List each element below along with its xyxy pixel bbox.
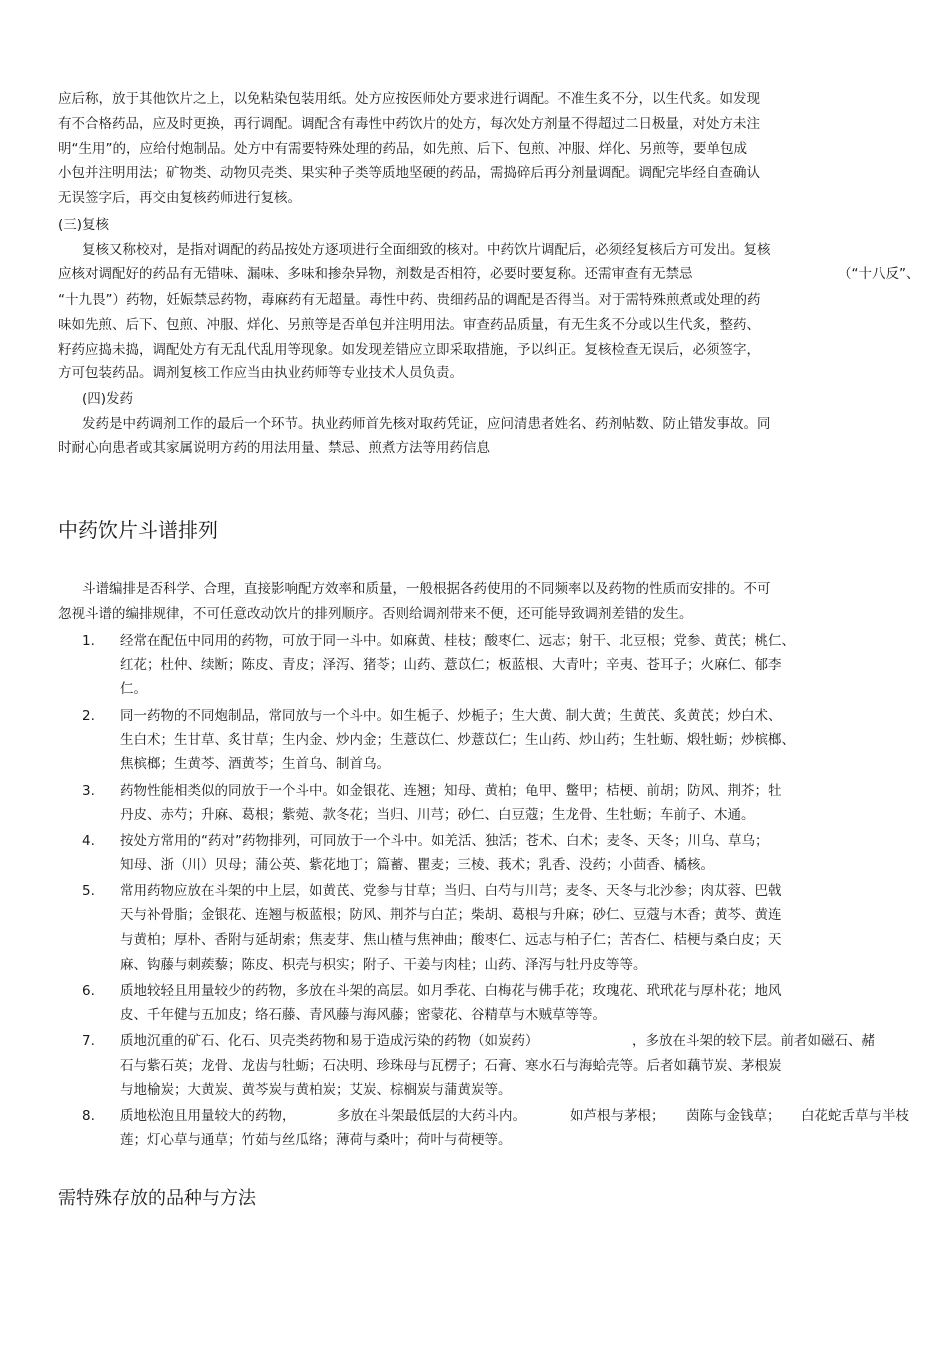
text-line: 复核又称校对，是指对调配的药品按处方逐项进行全面细致的核对。中药饮片调配后，必须经复核后方可发出。复核: [82, 242, 771, 258]
text-line: 麻、钩藤与刺蒺藜；陈皮、枳壳与枳实；附子、干姜与肉桂；山药、泽泻与牡丹皮等等。: [120, 957, 647, 973]
section-title: 需特殊存放的品种与方法: [58, 1188, 256, 1209]
text-line: 皮、千年健与五加皮；络石藤、青风藤与海风藤；密蒙花、谷精草与木贼草等等。: [120, 1007, 606, 1023]
text-line: 质地沉重的矿石、化石、贝壳类药物和易于造成污染的药物（如炭药）: [120, 1033, 539, 1049]
text-line: 经常在配伍中同用的药物，可放于同一斗中。如麻黄、桂枝；酸枣仁、远志；射干、北豆根；党参、黄芪；桃仁、: [120, 633, 795, 649]
section-title: 中药饮片斗谱排列: [58, 518, 218, 542]
text-line: 应后称，放于其他饮片之上，以免粘染包装用纸。处方应按医师处方要求进行调配。不准生炙不分，以生代炙。如发现: [58, 91, 760, 107]
list-item-number: 7.: [82, 1033, 95, 1049]
text-line: 方可包装药品。调剂复核工作应当由执业药师等专业技术人员负责。: [58, 365, 463, 381]
text-line: 白花蛇舌草与半枝: [801, 1108, 909, 1124]
text-line: 与地榆炭；大黄炭、黄芩炭与黄柏炭；艾炭、棕榈炭与蒲黄炭等。: [120, 1082, 512, 1098]
text-line: 质地较轻且用量较少的药物，多放在斗架的高层。如月季花、白梅花与佛手花；玫瑰花、玳玳花与厚朴花；地风: [120, 983, 782, 999]
list-item-number: 1.: [82, 633, 95, 649]
text-line: 石与紫石英；龙骨、龙齿与牡蛎；石决明、珍珠母与瓦楞子；石膏、寒水石与海蛤壳等。后者如藕节炭、茅根炭: [120, 1058, 782, 1074]
text-line: 明“生用”的，应给付炮制品。处方中有需要特殊处理的药品，如先煎、后下、包煎、冲服、烊化、另煎等，要单包成: [58, 141, 747, 157]
text-line: 药物性能相类似的同放于一个斗中。如金银花、连翘；知母、黄柏；龟甲、鳖甲；桔梗、前胡；防风、荆芥；牡: [120, 783, 782, 799]
text-line: 与黄柏；厚朴、香附与延胡索；焦麦芽、焦山楂与焦神曲；酸枣仁、远志与柏子仁；苦杏仁、桔梗与桑白皮；天: [120, 932, 782, 948]
text-line: 多放在斗架最低层的大药斗内。: [337, 1108, 526, 1124]
text-line: 质地松泡且用量较大的药物，: [120, 1108, 296, 1124]
subsection-heading: (四)发药: [82, 391, 134, 407]
text-line: 莲；灯心草与通草；竹茹与丝瓜络；薄荷与桑叶；荷叶与荷梗等。: [120, 1132, 512, 1148]
text-line: 味如先煎、后下、包煎、冲服、烊化、另煎等是否单包并注明用法。审查药品质量，有无生炙不分或以生代炙，整药、: [58, 317, 760, 333]
subsection-heading: (三)复核: [58, 217, 110, 233]
text-line: 茵陈与金钱草；: [686, 1108, 781, 1124]
text-line: 天与补骨脂；金银花、连翘与板蓝根；防风、荆芥与白芷；柴胡、葛根与升麻；砂仁、豆蔻与木香；黄芩、黄连: [120, 907, 782, 923]
text-line: 无误签字后，再交由复核药师进行复核。: [58, 190, 301, 206]
text-line: ，多放在斗架的较下层。前者如磁石、赭: [632, 1033, 875, 1049]
text-line: 丹皮、赤芍；升麻、葛根；紫菀、款冬花；当归、川芎；砂仁、白豆蔻；生龙骨、生牡蛎；车前子、木通。: [120, 807, 755, 823]
text-line: 焦槟榔；生黄芩、酒黄芩；生首乌、制首乌。: [120, 756, 390, 772]
list-item-number: 3.: [82, 783, 95, 799]
text-line: “十九畏”）药物，妊娠禁忌药物，毒麻药有无超量。毒性中药、贵细药品的调配是否得当。对于需特殊煎煮或处理的药: [58, 292, 761, 308]
list-item-number: 6.: [82, 983, 95, 999]
text-line: 忽视斗谱的编排规律，不可任意改动饮片的排列顺序。否则给调剂带来不便，还可能导致调剂差错的发生。: [58, 606, 693, 622]
text-line: 发药是中药调剂工作的最后一个环节。执业药师首先核对取药凭证，应问清患者姓名、药剂帖数、防止错发事故。同: [82, 416, 771, 432]
text-line: 时耐心向患者或其家属说明方药的用法用量、禁忌、煎煮方法等用药信息: [58, 440, 490, 456]
list-item-number: 2.: [82, 708, 95, 724]
list-item-number: 8.: [82, 1108, 95, 1124]
list-item-number: 4.: [82, 833, 95, 849]
text-line: 应核对调配好的药品有无错味、漏味、多味和掺杂异物，剂数是否相符，必要时要复称。还需审查有无禁忌: [58, 266, 693, 282]
text-line: 生白术；生甘草、炙甘草；生内金、炒内金；生薏苡仁、炒薏苡仁；生山药、炒山药；生牡蛎、煅牡蛎；炒槟榔、: [120, 732, 795, 748]
text-line: 按处方常用的“药对”药物排列，可同放于一个斗中。如羌活、独活；苍术、白术；麦冬、天冬；川乌、草乌；: [120, 833, 769, 849]
text-line: （“十八反”、: [838, 266, 920, 282]
text-line: 仁。: [120, 681, 147, 697]
text-line: 知母、浙（川）贝母；蒲公英、紫花地丁；篇蓄、瞿麦；三棱、莪术；乳香、没药；小茴香、橘核。: [120, 857, 714, 873]
text-line: 小包并注明用法；矿物类、动物贝壳类、果实种子类等质地坚硬的药品，需捣碎后再分剂量调配。调配完毕经自查确认: [58, 165, 760, 181]
text-line: 常用药物应放在斗架的中上层，如黄芪、党参与甘草；当归、白芍与川芎；麦冬、天冬与北沙参；肉苁蓉、巴戟: [120, 883, 782, 899]
text-line: 红花；杜仲、续断；陈皮、青皮；泽泻、猪苓；山药、薏苡仁；板蓝根、大青叶；辛夷、苍耳子；火麻仁、郁李: [120, 657, 782, 673]
list-item-number: 5.: [82, 883, 95, 899]
text-line: 有不合格药品，应及时更换，再行调配。调配含有毒性中药饮片的处方，每次处方剂量不得超过二日极量，对处方未注: [58, 116, 760, 132]
text-line: 斗谱编排是否科学、合理，直接影响配方效率和质量，一般根据各药使用的不同频率以及药物的性质而安排的。不可: [82, 581, 771, 597]
text-line: 同一药物的不同炮制品，常同放与一个斗中。如生栀子、炒栀子；生大黄、制大黄；生黄芪、炙黄芪；炒白术、: [120, 708, 782, 724]
text-line: 籽药应捣未捣，调配处方有无乱代乱用等现象。如发现差错应立即采取措施，予以纠正。复核检查无误后，必须签字，: [58, 342, 760, 358]
text-line: 如芦根与茅根；: [570, 1108, 665, 1124]
